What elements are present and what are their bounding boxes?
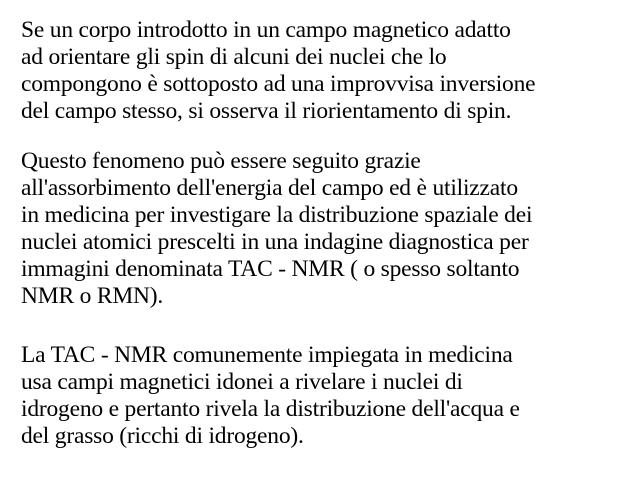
text-line: idrogeno e pertanto rivela la distribuzione dell'acqua e	[21, 396, 520, 422]
paragraph-spin-inversion	[21, 17, 640, 125]
text-line: Se un corpo introdotto in un campo magnetico adatto	[21, 17, 511, 43]
text-line: all'assorbimento dell'energia del campo ed è utilizzato	[21, 175, 518, 201]
text-line: La TAC - NMR comunemente impiegata in medicina	[21, 342, 513, 368]
text-line: del campo stesso, si osserva il riorientamento di spin.	[21, 98, 512, 124]
text-line: compongono è sottoposto ad una improvvisa inversione	[21, 71, 536, 97]
text-line: del grasso (ricchi di idrogeno).	[21, 423, 304, 449]
text-line: immagini denominata TAC - NMR ( o spesso soltanto	[21, 256, 520, 282]
text-line: usa campi magnetici idonei a rivelare i nuclei di	[21, 369, 463, 395]
text-line: in medicina per investigare la distribuzione spaziale dei	[21, 202, 533, 228]
text-line: Questo fenomeno può essere seguito grazie	[21, 148, 421, 174]
paragraph-hydrogen-detection	[21, 342, 640, 450]
text-line: ad orientare gli spin di alcuni dei nuclei che lo	[21, 44, 447, 70]
text-line: nuclei atomici prescelti in una indagine diagnostica per	[21, 229, 529, 255]
paragraph-tac-nmr-description	[21, 148, 640, 310]
text-line: NMR o RMN).	[21, 283, 164, 309]
